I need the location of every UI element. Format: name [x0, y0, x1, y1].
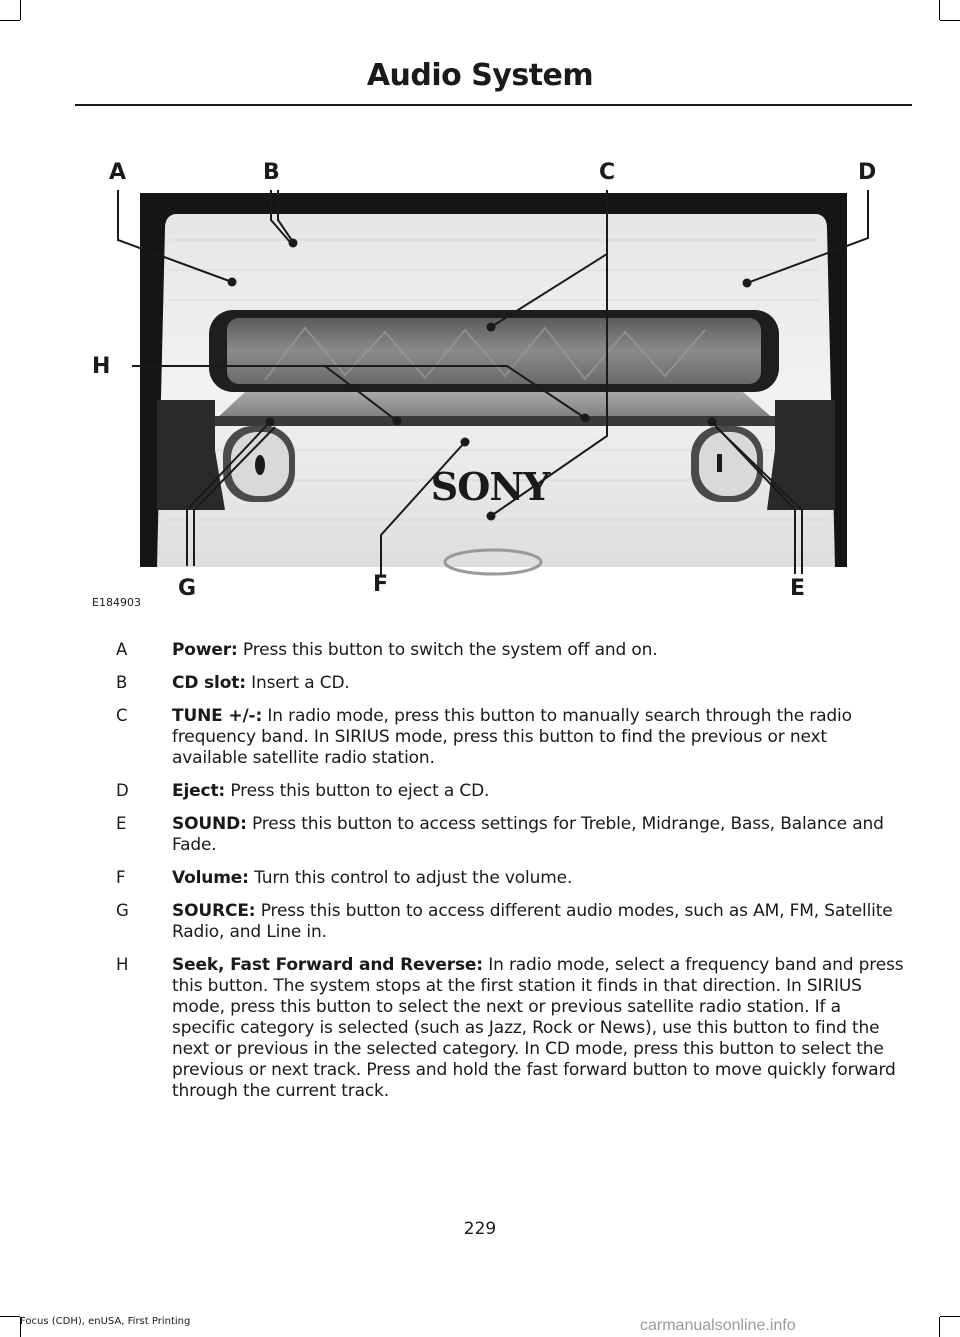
brand-logo: SONY — [430, 464, 550, 509]
callout-label-f: F — [373, 572, 389, 597]
watermark: carmanualsonline.info — [640, 1317, 796, 1334]
definition-text: Turn this control to adjust the volume. — [248, 868, 573, 888]
definition-item — [116, 868, 906, 889]
definition-term: Power: — [172, 640, 238, 660]
definition-term: SOURCE: — [172, 901, 256, 921]
definition-term: TUNE +/-: — [172, 706, 263, 726]
definition-item — [116, 814, 906, 856]
definition-item — [116, 955, 906, 1102]
definition-term: Eject: — [172, 781, 226, 801]
callout-label-a: A — [109, 160, 127, 185]
callout-label-b: B — [263, 160, 280, 185]
audio-unit-figure — [75, 150, 915, 620]
definition-item — [116, 901, 906, 943]
definition-text: Press this button to switch the system off and on. — [237, 640, 658, 660]
definition-body — [172, 706, 906, 769]
definition-key: G — [116, 901, 129, 920]
definition-item — [116, 673, 906, 694]
definition-item — [116, 781, 906, 802]
definition-text: In radio mode, press this button to manually search through the radio frequency band. In SIRIUS mode, press this button to find the previous or next available satellite radio station. — [172, 706, 852, 768]
crop-mark — [940, 1316, 960, 1317]
definition-term: Volume: — [172, 868, 249, 888]
definition-key: H — [116, 955, 129, 974]
definition-body — [172, 955, 906, 1102]
audio-unit-illustration — [75, 150, 915, 620]
header-divider — [75, 104, 912, 106]
definition-term: CD slot: — [172, 673, 246, 693]
definition-text: Press this button to eject a CD. — [225, 781, 490, 801]
definition-item — [116, 706, 906, 769]
definition-body — [172, 901, 906, 943]
definition-key: F — [116, 868, 126, 887]
definition-list — [116, 640, 906, 1114]
callout-label-c: C — [599, 160, 616, 185]
definition-body — [172, 814, 906, 856]
definition-body — [172, 868, 906, 889]
definition-body — [172, 640, 906, 661]
callout-label-d: D — [858, 160, 877, 185]
definition-text: Insert a CD. — [245, 673, 350, 693]
definition-text: Press this button to access settings for Treble, Midrange, Bass, Balance and Fade. — [172, 814, 884, 855]
crop-mark — [939, 1317, 940, 1337]
definition-item — [116, 640, 906, 661]
page-title: Audio System — [366, 58, 594, 93]
definition-term: SOUND: — [172, 814, 247, 834]
definition-text: In radio mode, select a frequency band and press this button. The system stops at the first station it finds in that direction. In SIRIUS mode, press this button to select the next or previous satellite radio station. If a specific category is selected (such as Jazz, Rock or News), use this button to find the next or previous in the selected category. In CD mode, press this button to select the previous or next track. Press and hold the fast forward button to move quickly forward through the current track. — [172, 955, 904, 1101]
definition-term: Seek, Fast Forward and Reverse: — [172, 955, 483, 975]
footer-edition: Focus (CDH), enUSA, First Printing — [20, 1316, 191, 1327]
callout-label-g: G — [178, 576, 197, 601]
definition-key: B — [116, 673, 128, 692]
definition-body — [172, 781, 906, 802]
definition-key: D — [116, 781, 129, 800]
page-number: 229 — [463, 1219, 497, 1239]
crop-mark — [20, 0, 21, 20]
callout-label-h: H — [92, 354, 111, 379]
crop-mark — [0, 20, 20, 21]
definition-key: E — [116, 814, 127, 833]
definition-text: Press this button to access different audio modes, such as AM, FM, Satellite Radio, and Line in. — [172, 901, 893, 942]
crop-mark — [0, 1316, 20, 1317]
definition-key: C — [116, 706, 128, 725]
definition-body — [172, 673, 906, 694]
crop-mark — [939, 0, 940, 20]
crop-mark — [940, 20, 960, 21]
callout-label-e: E — [790, 576, 806, 601]
definition-key: A — [116, 640, 128, 659]
figure-id: E184903 — [92, 596, 141, 609]
